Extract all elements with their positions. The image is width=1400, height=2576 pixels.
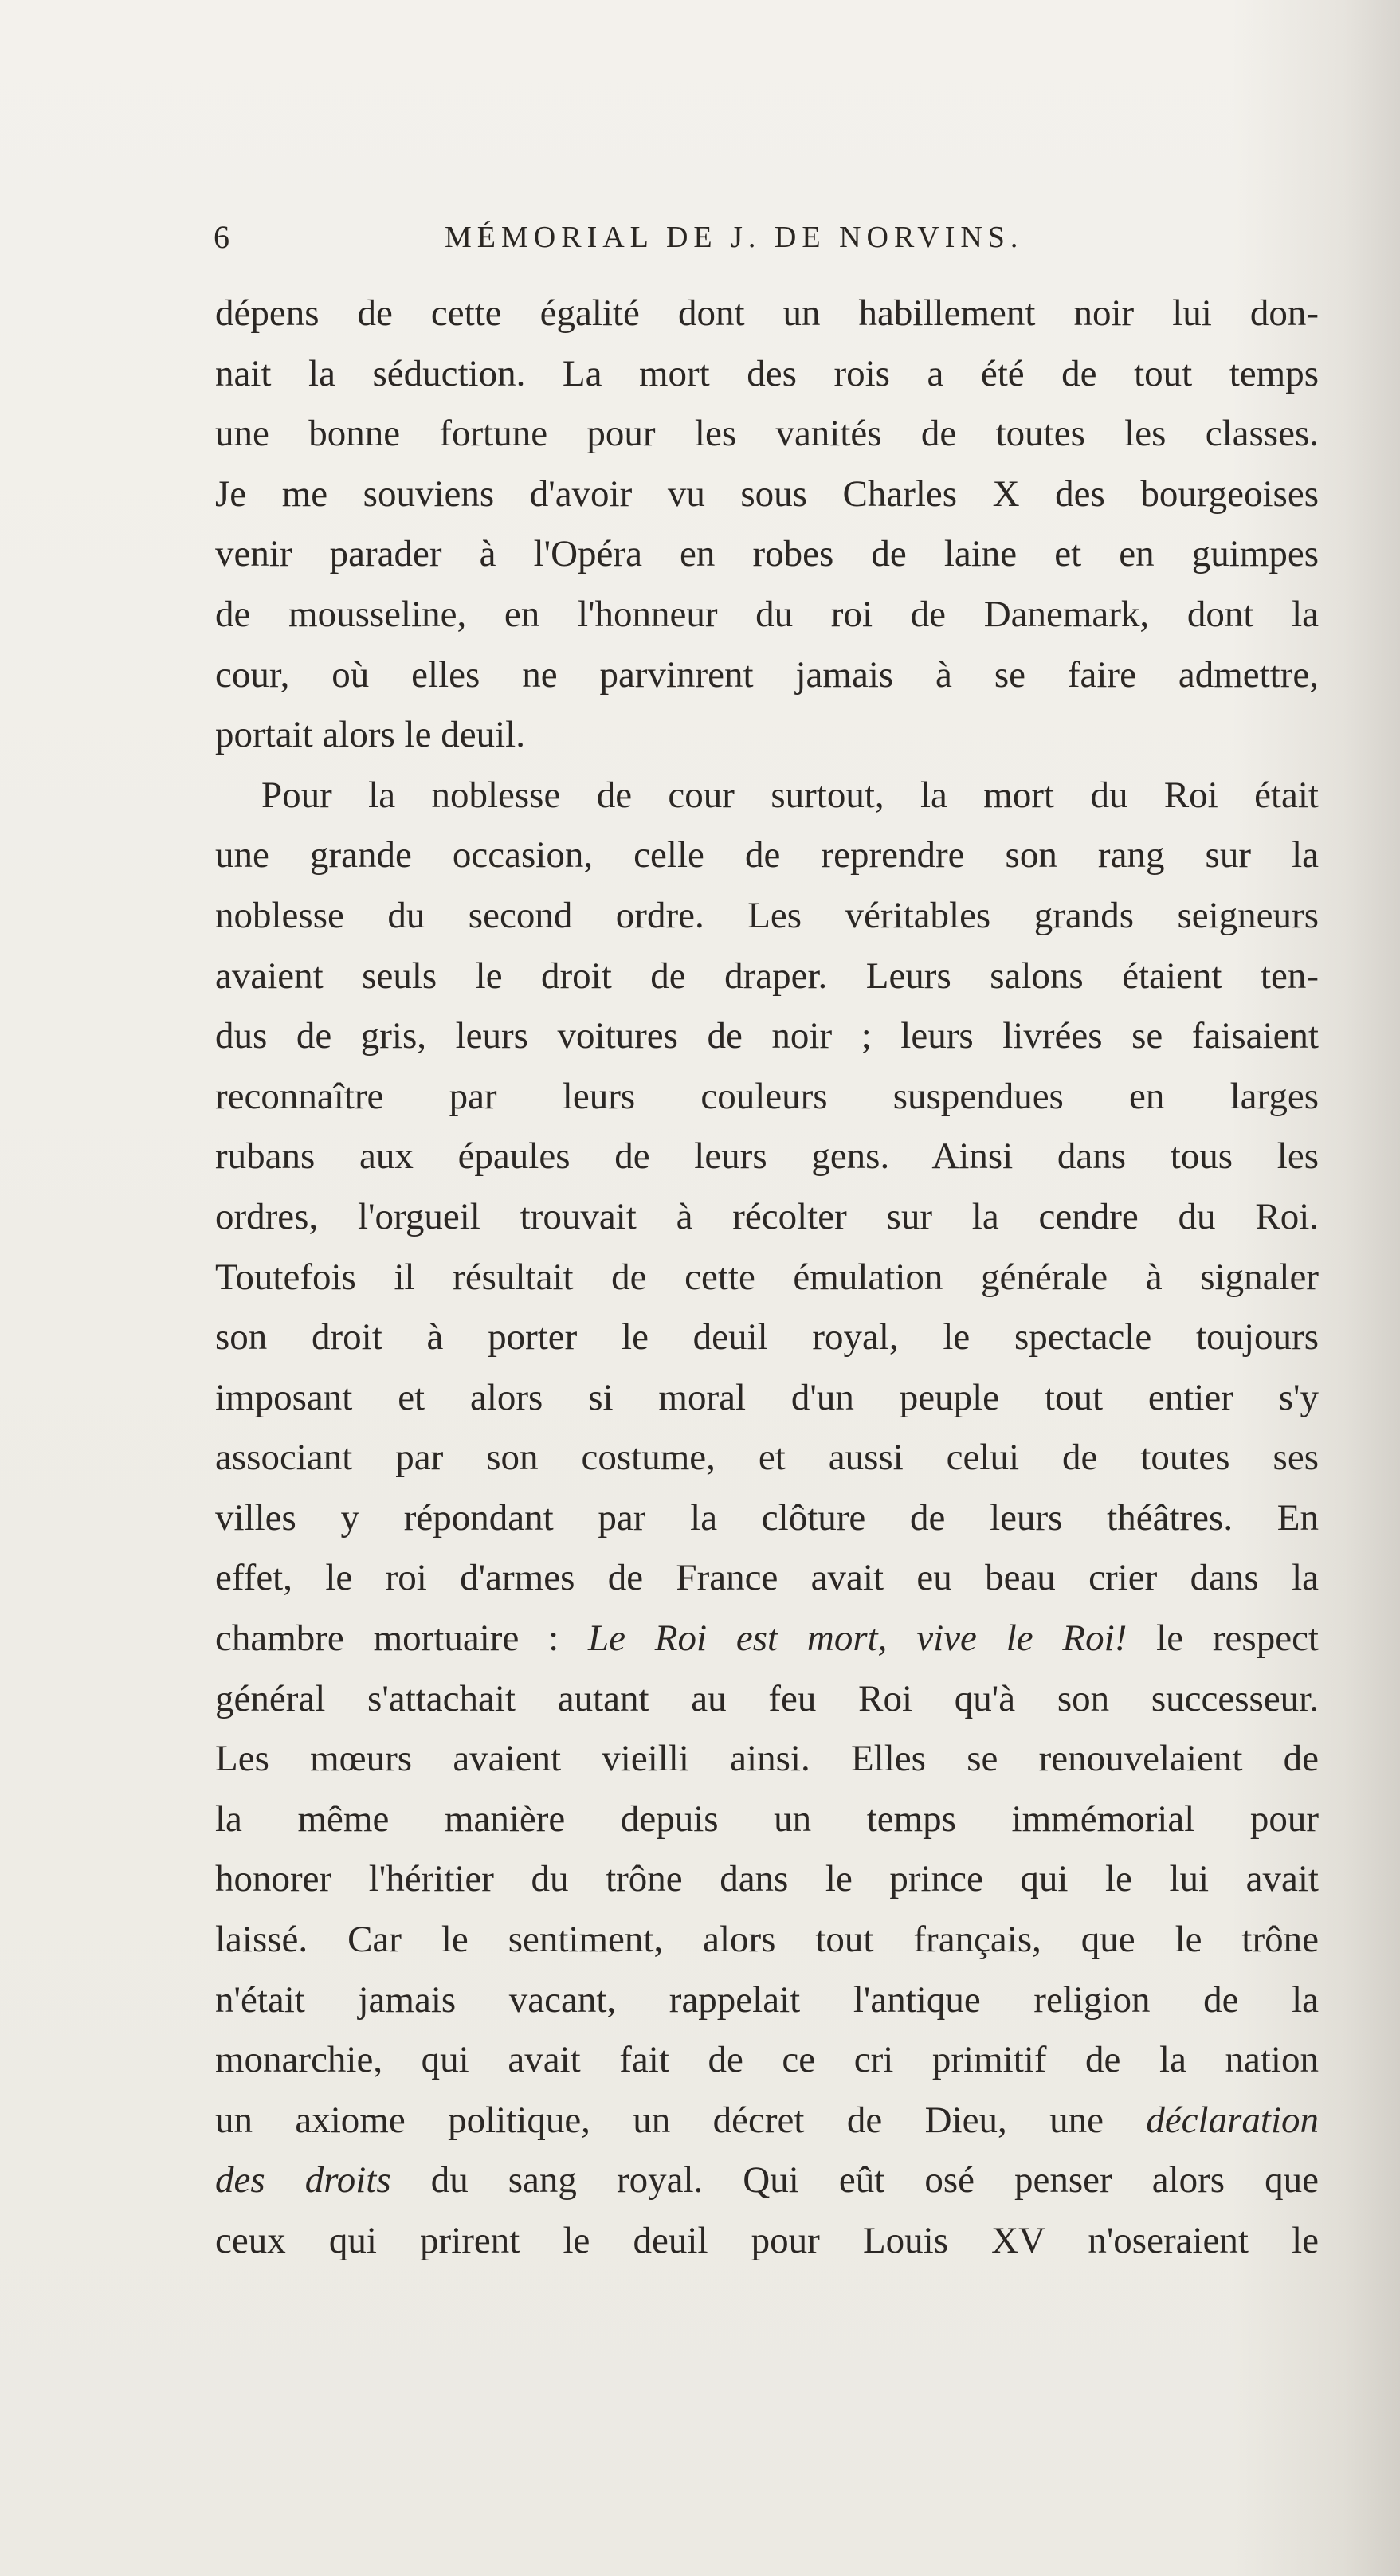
text-line: n'était jamais vacant, rappelait l'antique religion de la	[215, 1978, 1319, 2021]
text-line: cour, où elles ne parvinrent jamais à se faire admettre,	[215, 653, 1319, 696]
line-segment: chambre mortuaire :	[215, 1617, 588, 1660]
text-line: dus de gris, leurs voitures de noir ; leurs livrées se faisaient	[215, 1015, 1319, 1057]
italic-phrase: Le Roi est mort, vive le Roi!	[587, 1617, 1127, 1660]
line-segment: le respect	[1127, 1617, 1319, 1660]
text-line: de mousseline, en l'honneur du roi de Danemark, dont la	[215, 593, 1319, 635]
text-line: noblesse du second ordre. Les véritables grands seigneurs	[215, 894, 1319, 936]
text-line	[215, 2091, 1319, 2151]
text-line: une bonne fortune pour les vanités de toutes les classes.	[215, 413, 1319, 455]
text-line	[215, 1609, 1319, 1669]
text-line: laissé. Car le sentiment, alors tout français, que le trône	[215, 1919, 1319, 1961]
page-number: 6	[214, 219, 229, 255]
text-line: nait la séduction. La mort des rois a été de tout temps	[215, 352, 1319, 394]
running-title: MÉMORIAL DE J. DE NORVINS.	[445, 221, 1024, 254]
body-text	[215, 284, 1319, 2272]
italic-phrase: des droits	[215, 2159, 391, 2202]
text-line: effet, le roi d'armes de France avait eu beau crier dans la	[215, 1557, 1319, 1599]
text-line: associant par son costume, et aussi celui de toutes ses	[215, 1437, 1319, 1479]
italic-phrase: déclaration	[1146, 2099, 1319, 2141]
text-line: avaient seuls le droit de draper. Leurs salons étaient ten-	[215, 955, 1319, 997]
text-line: une grande occasion, celle de reprendre son rang sur la	[215, 834, 1319, 876]
text-line: Je me souviens d'avoir vu sous Charles X des bourgeoises	[215, 472, 1319, 515]
text-line: général s'attachait autant au feu Roi qu'à son successeur.	[215, 1677, 1319, 1719]
text-line: imposant et alors si moral d'un peuple tout entier s'y	[215, 1376, 1319, 1418]
text-line: portait alors le deuil.	[215, 714, 525, 756]
text-line: son droit à porter le deuil royal, le spectacle toujours	[215, 1316, 1319, 1359]
text-line: la même manière depuis un temps immémorial pour	[215, 1798, 1319, 1840]
text-line: rubans aux épaules de leurs gens. Ainsi dans tous les	[215, 1135, 1319, 1178]
text-line: ordres, l'orgueil trouvait à récolter sur la cendre du Roi.	[215, 1195, 1319, 1237]
text-line: honorer l'héritier du trône dans le prince qui le lui avait	[215, 1858, 1319, 1900]
text-line: venir parader à l'Opéra en robes de laine et en guimpes	[215, 533, 1319, 575]
text-line: Les mœurs avaient vieilli ainsi. Elles se renouvelaient de	[215, 1738, 1319, 1780]
paragraph-start-line: Pour la noblesse de cour surtout, la mort du Roi était	[261, 774, 1319, 816]
running-head	[214, 214, 1329, 261]
text-line: Toutefois il résultait de cette émulation générale à signaler	[215, 1256, 1319, 1298]
text-line: villes y répondant par la clôture de leurs théâtres. En	[215, 1496, 1319, 1539]
text-line: dépens de cette égalité dont un habillement noir lui don-	[215, 292, 1319, 334]
text-line: monarchie, qui avait fait de ce cri primitif de la nation	[215, 2039, 1319, 2081]
text-line	[215, 2151, 1319, 2211]
text-line: reconnaître par leurs couleurs suspendues en larges	[215, 1075, 1319, 1117]
line-segment: un axiome politique, un décret de Dieu, une	[215, 2099, 1147, 2141]
line-segment: du sang royal. Qui eût osé penser alors que	[390, 2159, 1319, 2202]
text-line: ceux qui prirent le deuil pour Louis XV n'oseraient le	[215, 2220, 1319, 2261]
